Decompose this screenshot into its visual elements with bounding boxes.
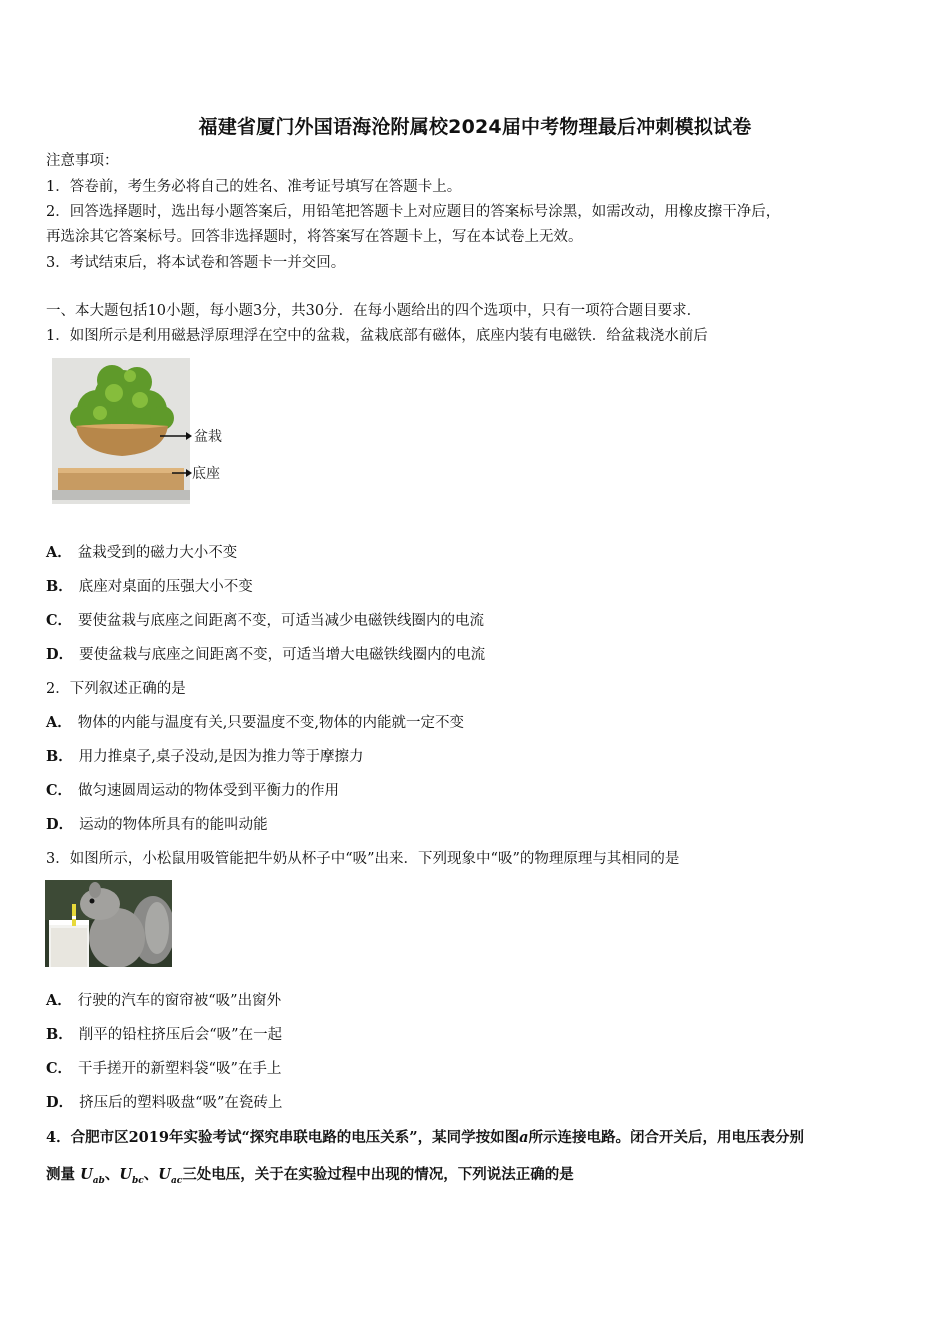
q1-option-a: A． 盆栽受到的磁力大小不变 [46,544,238,561]
q2-option-c: C． 做匀速圆周运动的物体受到平衡力的作用 [46,782,340,799]
notice-item-3: 3．考试结束后，将本试卷和答题卡一并交回。 [46,255,346,271]
q4-stem-line2: 测量 $U_{ab}$、$U_{bc}$、$U_{ac}$三处电压，关于在实验过程中出现的情况，下列说法正确的是 [46,1166,574,1186]
q2-option-b: B． 用力推桌子,桌子没动,是因为推力等于摩擦力 [46,748,364,765]
squirrel-milk-illustration [45,880,172,967]
q4-stem-line1: 4．合肥市区2019年实验考试“探究串联电路的电压关系”，某同学按如图a所示连接电路。闭合开关后，用电压表分别 [46,1129,805,1146]
q1-option-b: B． 底座对桌面的压强大小不变 [46,578,253,595]
q1-stem: 1．如图所示是利用磁悬浮原理浮在空中的盆栽，盆栽底部有磁体，底座内装有电磁铁．给盆栽浇水前后 [46,328,708,344]
q3-stem: 3．如图所示，小松鼠用吸管能把牛奶从杯子中“吸”出来．下列现象中“吸”的物理原理与其相同的是 [46,851,680,867]
page-title: 福建省厦门外国语海沧附属校2024届中考物理最后冲刺模拟试卷 [198,116,752,138]
label-base: 底座 [192,466,220,482]
q3-option-b: B． 削平的铅柱挤压后会“吸”在一起 [46,1026,283,1043]
q2-option-d: D． 运动的物体所具有的能叫动能 [46,816,268,833]
notice-heading: 注意事项： [46,153,119,169]
label-pot: 盆栽 [194,429,222,445]
notice-item-1: 1．答卷前，考生务必将自己的姓名、准考证号填写在答题卡上。 [46,179,462,195]
squirrel-figure [45,880,172,967]
q2-stem: 2．下列叙述正确的是 [46,681,186,697]
q1-option-d: D． 要使盆栽与底座之间距离不变，可适当增大电磁铁线圈内的电流 [46,646,486,663]
q1-option-c: C． 要使盆栽与底座之间距离不变，可适当减少电磁铁线圈内的电流 [46,612,485,629]
q2-option-a: A． 物体的内能与温度有关,只要温度不变,物体的内能就一定不变 [46,714,464,731]
q3-option-c: C． 干手搓开的新塑料袋“吸”在手上 [46,1060,282,1077]
notice-item-2-cont: 再选涂其它答案标号。回答非选择题时，将答案写在答题卡上，写在本试卷上无效。 [46,229,583,245]
q3-option-d: D． 挤压后的塑料吸盘“吸”在瓷砖上 [46,1094,283,1111]
q3-option-a: A． 行驶的汽车的窗帘被“吸”出窗外 [46,992,282,1009]
levitating-plant-figure [52,358,232,504]
notice-item-2: 2．回答选择题时，选出每小题答案后，用铅笔把答题卡上对应题目的答案标号涂黑，如需改动，用橡皮擦干净后， [46,204,781,220]
section-heading: 一、本大题包括10小题，每小题3分，共30分．在每小题给出的四个选项中，只有一项符合题目要求． [46,303,702,319]
levitating-plant-illustration [52,358,232,504]
